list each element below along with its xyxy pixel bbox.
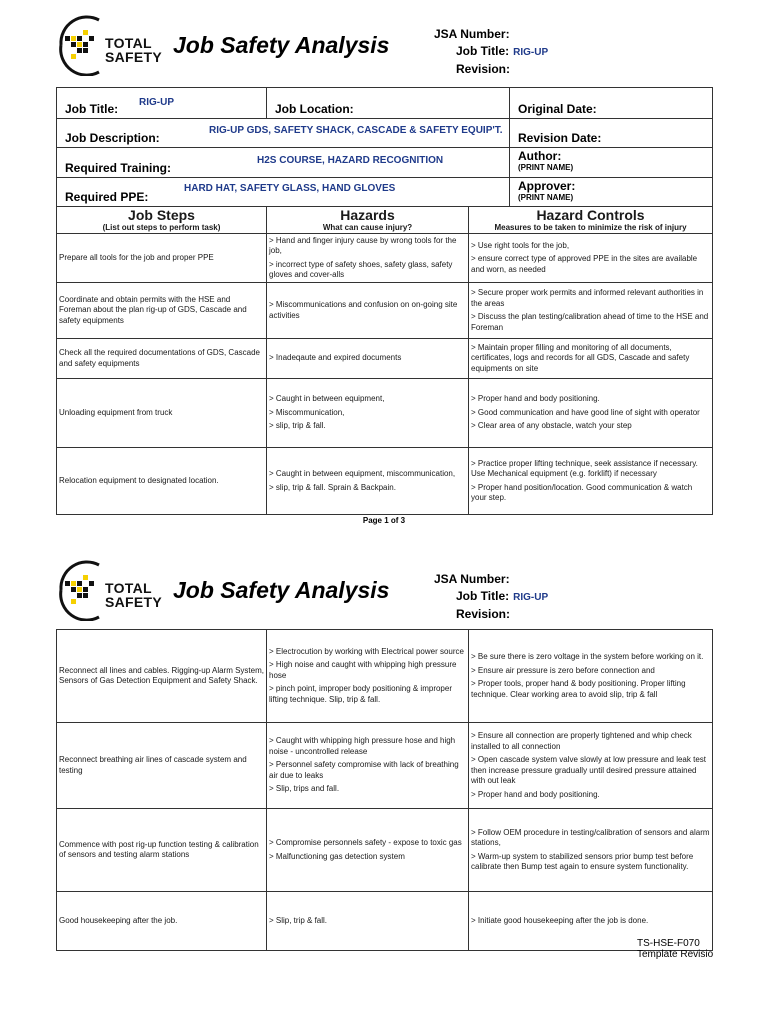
hazard-control-item: > Initiate good housekeeping after the job is done. [471,915,649,925]
job-title-label: Job Title: [456,589,510,603]
logo-mark-icon [55,559,105,621]
steps-table-header [57,207,713,234]
hazard-controls-title: Hazard Controls [536,207,645,223]
job-step-text: Coordinate and obtain permits with the HSE and Foreman about the plan rig-up of GDS, Cascade and safety equipments [59,294,247,325]
hazards-header [267,207,469,234]
logo-text-total: TOTAL [105,580,152,596]
job-step-text: Commence with post rig-up function testing & calibration of sensors and testing alarm stations [59,839,259,859]
job-step-text: Unloading equipment from truck [59,407,173,417]
revision-date-label: Revision Date: [518,131,602,145]
job-step-row [57,892,713,951]
hazards-title: Hazards [340,207,395,223]
job-step-row [57,379,713,448]
hazard-control-item: > Discuss the plan testing/calibration ahead of time to the HSE and Foreman [471,312,709,332]
job-step-cell [57,723,267,809]
hazard-control-item: > ensure correct type of approved PPE in the sites are available and worn, as needed [471,254,698,274]
job-step-text: Relocation equipment to designated location. [59,475,219,485]
hazard-item: > High noise and caught with whipping high pressure hose [269,660,457,680]
job-step-row [57,448,713,515]
job-step-cell [57,234,267,283]
job-step-row [57,723,713,809]
hazards-cell [267,339,469,379]
hazard-control-item: > Good communication and have good line of sight with operator [471,407,700,417]
job-description-value: RIG-UP GDS, SAFETY SHACK, CASCADE & SAFETY EQUIP'T. [209,125,503,136]
hazard-controls-cell [469,339,713,379]
revision-label: Revision: [456,607,511,621]
jsa-number-label: JSA Number: [434,572,510,586]
hazards-cell [267,630,469,723]
hazard-control-item: > Proper hand position/location. Good communication & watch your step. [471,482,693,502]
hazard-controls-cell [469,809,713,892]
required-ppe-label: Required PPE: [65,190,149,204]
form-code: TS-HSE-F070 [637,938,700,949]
logo-text-total: TOTAL [105,35,152,51]
hazard-item: > Slip, trip & fall. [269,915,328,925]
hazard-control-item: > Use right tools for the job, [471,240,570,250]
hazard-control-item: > Warm-up system to stabilized sensors prior bump test before calibrate then Bump test again to ensure system functionality. [471,851,694,871]
job-step-cell [57,892,267,951]
page-number: Page 1 of 3 [362,516,406,525]
hazard-item: > Miscommunication, [269,407,345,417]
original-date-label: Original Date: [518,102,597,116]
hazard-item: > Slip, trips and fall. [269,784,340,794]
form-code-footer [637,938,768,960]
hazard-controls-cell [469,723,713,809]
job-step-cell [57,379,267,448]
job-steps-table-page-2 [56,629,713,951]
author-cell [510,148,713,178]
hazard-control-item: > Clear area of any obstacle, watch your step [471,421,632,431]
jsa-number-label: JSA Number: [434,27,510,41]
approver-print-name: (PRINT NAME) [518,193,574,202]
hazard-control-item: > Proper hand and body positioning. [471,789,600,799]
hazard-control-item: > Ensure all connection are properly tightened and whip check installed to all connection [471,731,692,751]
approver-cell [510,178,713,207]
hazard-controls-header [469,207,713,234]
logo-mark-icon [55,14,105,76]
job-description-cell [57,119,510,148]
steps-rows-page-2 [57,630,713,951]
hazard-item: > Miscommunications and confusion on on-going site activities [269,300,458,320]
hazard-item: > Compromise personnels safety - expose to toxic gas [269,838,462,847]
hazard-control-item: > Maintain proper filling and monitoring of all documents, certificates, logs and records for all GDS, Cascade and safety equipments on site [471,342,690,373]
steps-rows-page-1 [57,234,713,515]
hazard-controls-cell [469,283,713,339]
template-revision: Template Revisio [637,949,714,960]
hazard-controls-cell [469,379,713,448]
hazards-cell [267,379,469,448]
job-description-label: Job Description: [65,131,160,145]
job-title-field-value: RIG-UP [139,97,174,108]
job-step-text: Reconnect breathing air lines of cascade system and testing [59,755,247,775]
job-title-cell [57,88,267,119]
job-location-label: Job Location: [275,102,354,116]
hazard-item: > Caught with whipping high pressure hose and high noise - uncontrolled release [269,736,456,756]
job-title-value: RIG-UP [513,592,549,603]
hazard-controls-cell [469,630,713,723]
hazard-control-item: > Proper tools, proper hand & body positioning. Proper lifting technique. Clear working area to avoid slip, trip & fall [471,679,686,699]
author-print-name: (PRINT NAME) [518,163,574,172]
approver-label-group [518,179,575,202]
hazards-cell [267,283,469,339]
job-step-cell [57,448,267,515]
hazard-item: > slip, trip & fall. [269,421,326,431]
hazard-control-item: > Proper hand and body positioning. [471,394,600,404]
job-title-value: RIG-UP [513,47,549,58]
author-label-group [518,149,573,172]
revision-label: Revision: [456,62,511,76]
hazard-item: > Malfunctioning gas detection system [269,851,405,861]
hazard-item: > Inadeqaute and expired documents [269,353,402,363]
job-steps-subtitle: (List out steps to perform task) [102,223,221,232]
hazards-subtitle: What can cause injury? [322,223,413,232]
hazard-control-item: > Open cascade system valve slowly at low pressure and leak test then increase pressure gradually until desired pressure attained with out leak [471,755,706,785]
author-label: Author: [518,149,562,163]
hazards-cell [267,809,469,892]
document-title-page-2: Job Safety Analysis [173,577,390,603]
hazards-cell [267,448,469,515]
hazard-item: > Personnel safety compromise with lack of breathing air due to leaks [269,760,459,780]
job-step-cell [57,809,267,892]
hazard-item: > incorrect type of safety shoes, safety glass, safety gloves and cover-alls [269,259,453,279]
job-steps-header [57,207,267,234]
hazard-item: > slip, trip & fall. Sprain & Backpain. [269,482,396,492]
required-ppe-value: HARD HAT, SAFETY GLASS, HAND GLOVES [184,183,396,194]
job-step-row [57,283,713,339]
job-step-text: Good housekeeping after the job. [59,915,178,925]
job-location-cell [267,88,510,119]
required-training-value: H2S COURSE, HAZARD RECOGNITION [257,155,444,166]
hazards-cell [267,234,469,283]
job-step-text: Reconnect all lines and cables. Rigging-up Alarm System, Sensors of Gas Detection Equipment and Safety Shack. [59,665,264,685]
required-ppe-cell [57,178,510,207]
hazard-control-item: > Practice proper lifting technique, seek assistance if necessary. Use Mechanical equipment (e.g. forklift) if necessary [471,458,698,478]
document-title: Job Safety Analysis [173,32,390,58]
total-safety-logo [55,14,165,76]
job-info-table [56,87,713,207]
total-safety-logo-page-2 [55,559,165,621]
required-training-cell [57,148,510,178]
hazard-control-item: > Secure proper work permits and informed relevant authorities in the areas [471,288,704,308]
approver-label: Approver: [518,179,576,193]
original-date-cell [510,88,713,119]
job-step-cell [57,630,267,723]
page-2 [0,545,768,1024]
hazard-controls-subtitle: Measures to be taken to minimize the risk of injury [494,223,687,232]
job-step-cell [57,283,267,339]
hazards-cell [267,892,469,951]
job-step-text: Check all the required documentations of GDS, Cascade and safety equipments [59,348,260,368]
job-title-label: Job Title: [456,44,510,58]
job-title-field-label: Job Title: [65,102,119,116]
job-step-row [57,630,713,723]
hazard-controls-cell [469,234,713,283]
hazard-item: > Hand and finger injury cause by wrong tools for the job, [269,235,457,255]
hazard-item: > Caught in between equipment, miscommunication, [269,469,456,478]
hazard-item: > pinch point, improper body positioning & improper lifting technique. Slip, trip & fall. [269,684,452,704]
job-step-row [57,234,713,283]
job-step-row [57,339,713,379]
revision-date-cell [510,119,713,148]
job-steps-title: Job Steps [128,207,195,223]
hazard-controls-cell [469,448,713,515]
logo-text-safety: SAFETY [105,594,163,610]
job-step-text: Prepare all tools for the job and proper PPE [59,252,214,262]
hazard-control-item: > Be sure there is zero voltage in the system before working on it. [471,652,704,661]
hazard-control-item: > Ensure air pressure is zero before connection and [471,665,655,675]
job-steps-table-page-1 [56,206,713,515]
hazard-control-item: > Follow OEM procedure in testing/calibration of sensors and alarm stations, [471,827,710,847]
hazard-item: > Electrocution by working with Electrical power source [269,646,464,656]
hazards-cell [267,723,469,809]
job-step-row [57,809,713,892]
job-step-cell [57,339,267,379]
logo-text-safety: SAFETY [105,49,163,65]
required-training-label: Required Training: [65,161,172,175]
hazard-item: > Caught in between equipment, [269,394,385,404]
